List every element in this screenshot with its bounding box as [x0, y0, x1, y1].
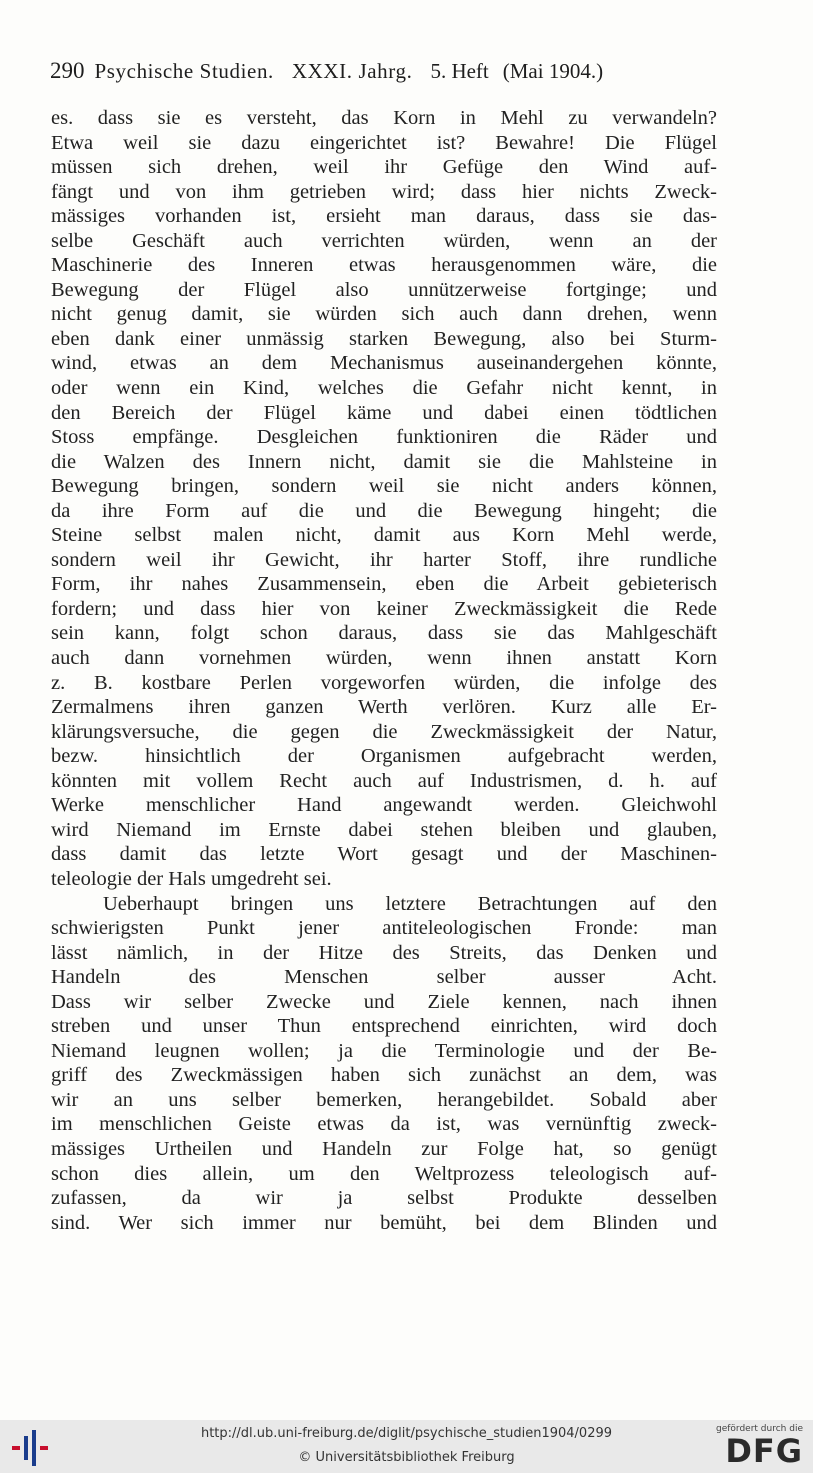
text-line: Steine selbst malen nicht, damit aus Korn Mehl werde,	[51, 524, 717, 547]
text-line: sondern weil ihr Gewicht, ihr harter Stoff, ihre rundliche	[51, 548, 717, 571]
text-line: selbe Geschäft auch verrichten würden, wenn an der	[51, 229, 717, 252]
paragraph-start-line: Ueberhaupt bringen uns letztere Betrachtungen auf den	[103, 892, 717, 915]
text-line: da ihre Form auf die und die Bewegung hingeht; die	[51, 499, 717, 522]
text-line: Niemand leugnen wollen; ja die Terminologie und der Be-	[51, 1039, 717, 1062]
text-line: streben und unser Thun entsprechend einrichten, wird doch	[51, 1015, 717, 1038]
text-line: klärungsversuche, die gegen die Zweckmässigkeit der Natur,	[51, 720, 717, 743]
text-line: Bewegung bringen, sondern weil sie nicht anders können,	[51, 475, 717, 498]
text-line: fängt und von ihm getrieben wird; dass hier nichts Zweck-	[51, 180, 717, 203]
text-line: Form, ihr nahes Zusammensein, eben die Arbeit gebieterisch	[51, 573, 717, 596]
text-line: sind. Wer sich immer nur bemüht, bei dem Blinden und	[51, 1211, 717, 1234]
text-line: griff des Zweckmässigen haben sich zunächst an dem, was	[51, 1064, 717, 1087]
viewer-footer	[0, 1420, 813, 1473]
text-line: dass damit das letzte Wort gesagt und der Maschinen-	[51, 843, 717, 866]
issue-date: (Mai 1904.)	[502, 59, 604, 83]
text-line: bezw. hinsichtlich der Organismen aufgebracht werden,	[51, 745, 717, 768]
text-line: Maschinerie des Inneren etwas herausgenommen wäre, die	[51, 254, 717, 277]
issue-label: 5. Heft	[430, 59, 489, 83]
text-line: es. dass sie es versteht, das Korn in Mehl zu verwandeln?	[51, 107, 717, 129]
text-line: sein kann, folgt schon daraus, dass sie das Mahlgeschäft	[51, 622, 717, 645]
text-line: Etwa weil sie dazu eingerichtet ist? Bewahre! Die Flügel	[51, 131, 717, 154]
text-line: schwierigsten Punkt jener antiteleologischen Fronde: man	[51, 917, 717, 940]
text-line: schon dies allein, um den Weltprozess teleologisch auf-	[51, 1162, 717, 1185]
journal-title: Psychische Studien.	[94, 59, 274, 83]
text-line: lässt nämlich, in der Hitze des Streits, das Denken und	[51, 941, 717, 964]
text-line: Stoss empfänge. Desgleichen funktioniren die Räder und	[51, 426, 717, 449]
text-line: auch dann vornehmen würden, wenn ihnen anstatt Korn	[51, 647, 717, 670]
text-line: oder wenn ein Kind, welches die Gefahr nicht kennt, in	[51, 377, 717, 400]
paragraph-end-line: teleologie der Hals umgedreht sei.	[51, 867, 332, 890]
body-text	[51, 106, 717, 1235]
text-line: im menschlichen Geiste etwas da ist, was vernünftig zweck-	[51, 1113, 717, 1136]
text-line: eben dank einer unmässig starken Bewegung, also bei Sturm-	[51, 327, 717, 350]
text-line: zufassen, da wir ja selbst Produkte desselben	[51, 1187, 717, 1210]
running-header	[50, 58, 730, 90]
text-line: Zermalmens ihren ganzen Werth verlören. Kurz alle Er-	[51, 696, 717, 719]
text-line: wird Niemand im Ernste dabei stehen bleiben und glauben,	[51, 818, 717, 841]
source-url-link[interactable]: http://dl.ub.uni-freiburg.de/diglit/psychische_studien1904/0299	[200, 1426, 613, 1441]
text-line: wir an uns selber bemerken, herangebildet. Sobald aber	[51, 1088, 717, 1111]
text-line: Werke menschlicher Hand angewandt werden. Gleichwohl	[51, 794, 717, 817]
text-line: wind, etwas an dem Mechanismus auseinandergehen könnte,	[51, 352, 717, 375]
text-line: den Bereich der Flügel käme und dabei einen tödtlichen	[51, 401, 717, 424]
dfg-logo-icon	[713, 1424, 803, 1470]
text-line: müssen sich drehen, weil ihr Gefüge den Wind auf-	[51, 156, 717, 179]
page-number: 290	[50, 58, 85, 83]
text-line: mässiges Urtheilen und Handeln zur Folge hat, so genügt	[51, 1137, 717, 1160]
text-line: die Walzen des Innern nicht, damit sie die Mahlsteine in	[51, 450, 717, 473]
volume-label: XXXI. Jahrg.	[291, 59, 413, 83]
text-line: fordern; und dass hier von keiner Zweckmässigkeit die Rede	[51, 597, 717, 620]
dfg-wordmark: DFG	[725, 1432, 803, 1470]
text-line: mässiges vorhanden ist, ersieht man daraus, dass sie das-	[51, 205, 717, 228]
dfg-caption: gefördert durch die	[716, 1424, 803, 1434]
text-line: könnten mit vollem Recht auch auf Industrismen, d. h. auf	[51, 769, 717, 792]
text-line: Dass wir selber Zwecke und Ziele kennen, nach ihnen	[51, 990, 717, 1013]
copyright-notice: © Universitätsbibliothek Freiburg	[298, 1450, 515, 1465]
text-line: z. B. kostbare Perlen vorgeworfen würden, die infolge des	[51, 671, 717, 694]
text-line: Bewegung der Flügel also unnützerweise fortginge; und	[51, 278, 717, 301]
text-line: Handeln des Menschen selber ausser Acht.	[51, 966, 717, 989]
text-line: nicht genug damit, sie würden sich auch dann drehen, wenn	[51, 303, 717, 326]
